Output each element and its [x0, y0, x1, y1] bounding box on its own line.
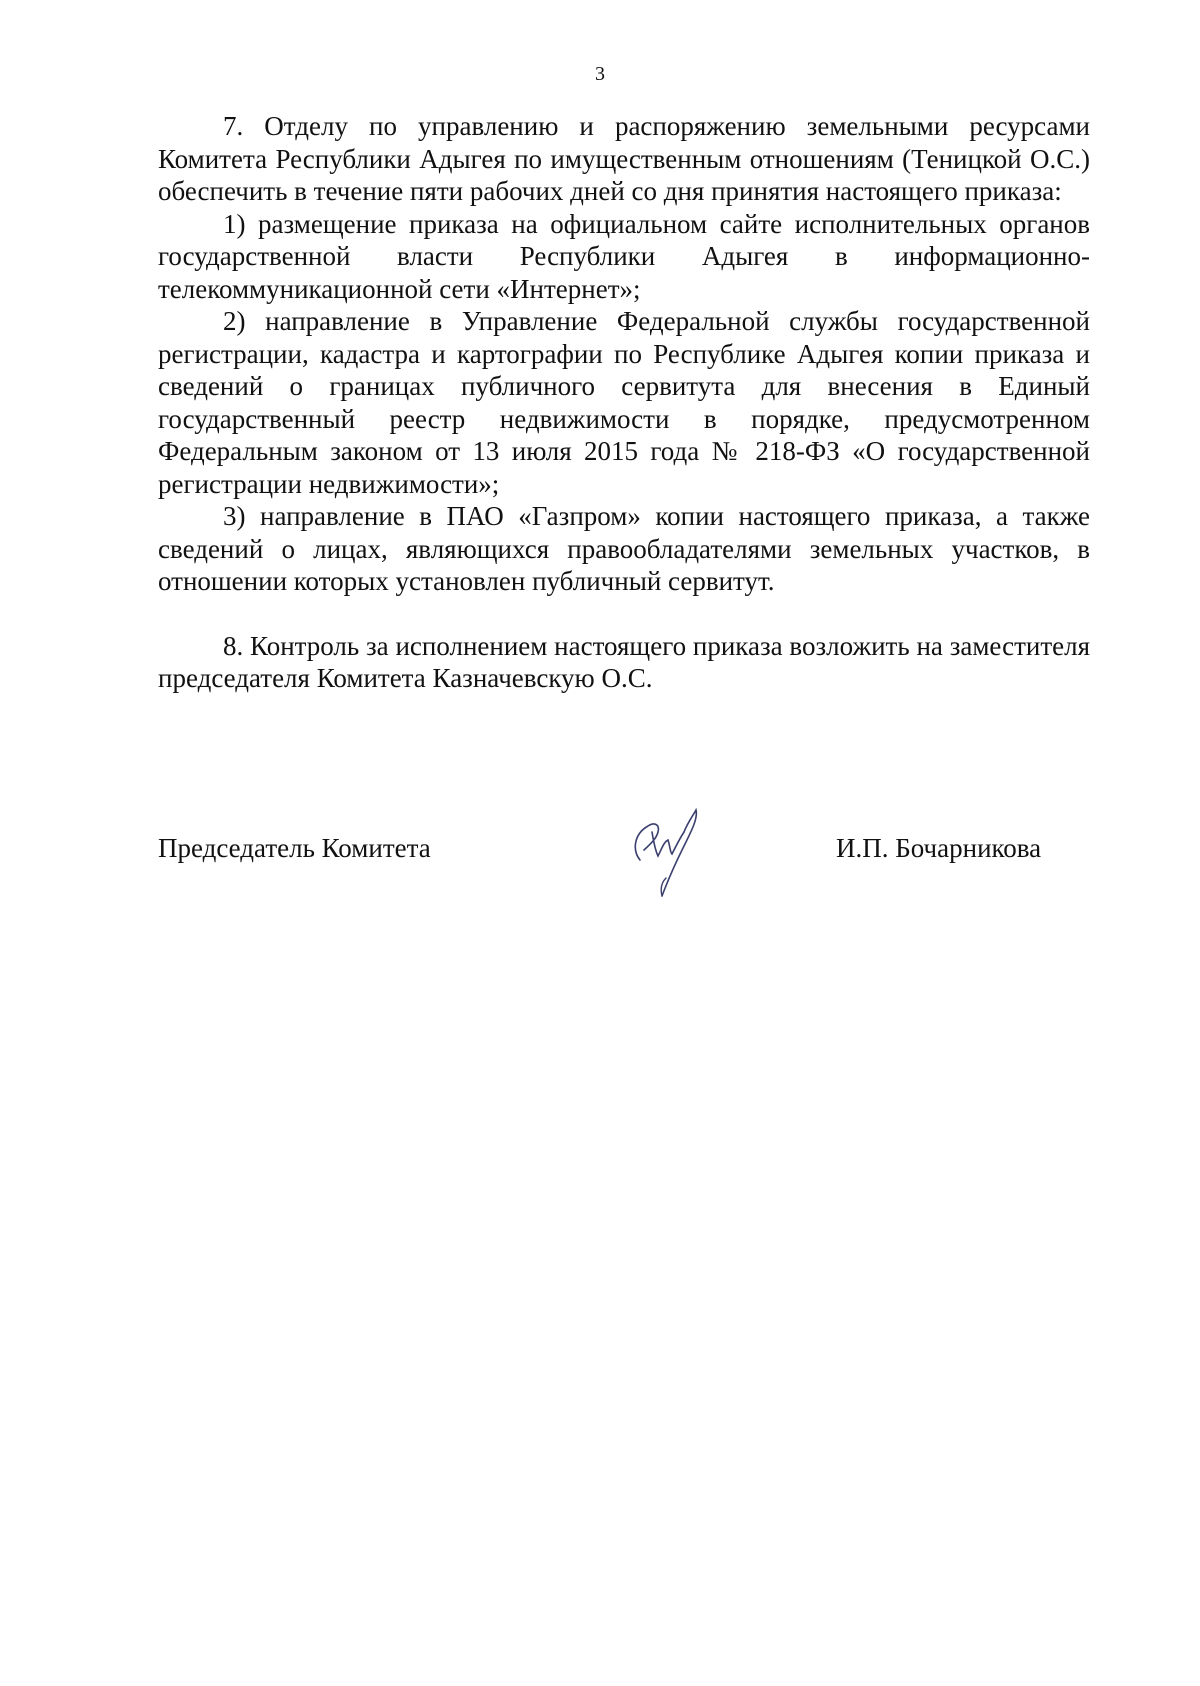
subparagraph-2: 2) направление в Управление Федеральной службы государственной регистрации, кадастра и картографии по Республике Адыгея копии приказа и сведений о границах публичного сервитута для внесения в Единый государственный реестр недвижимости в порядке, предусмотренном Федеральным законом от 13 июля 2015 года № 218-ФЗ «О государственной регистрации недвижимости»; [158, 306, 1090, 499]
document-body [158, 110, 1090, 695]
paragraph-item-7: 7. Отделу по управлению и распоряжению земельными ресурсами Комитета Республики Адыгея по имущественным отношениям (Теницкой О.С.) обеспечить в течение пяти рабочих дней со дня принятия настоящего приказа: [158, 111, 1090, 206]
signer-name: И.П. Бочарникова [836, 833, 1042, 863]
subparagraph-3: 3) направление в ПАО «Газпром» копии настоящего приказа, а также сведений о лицах, являющихся правообладателями земельных участков, в отношении которых установлен публичный сервитут. [158, 501, 1090, 596]
subparagraph-1: 1) размещение приказа на официальном сайте исполнительных органов государственной власти Республики Адыгея в информационно-телекоммуникационной сети «Интернет»; [158, 208, 1090, 304]
signer-title: Председатель Комитета [158, 833, 431, 863]
handwritten-signature [618, 802, 708, 902]
page-number: 3 [595, 63, 605, 85]
paragraph-item-8: 8. Контроль за исполнением настоящего приказа возложить на заместителя председателя Комитета Казначевскую О.С. [158, 630, 1090, 693]
signature-block [158, 832, 1058, 892]
